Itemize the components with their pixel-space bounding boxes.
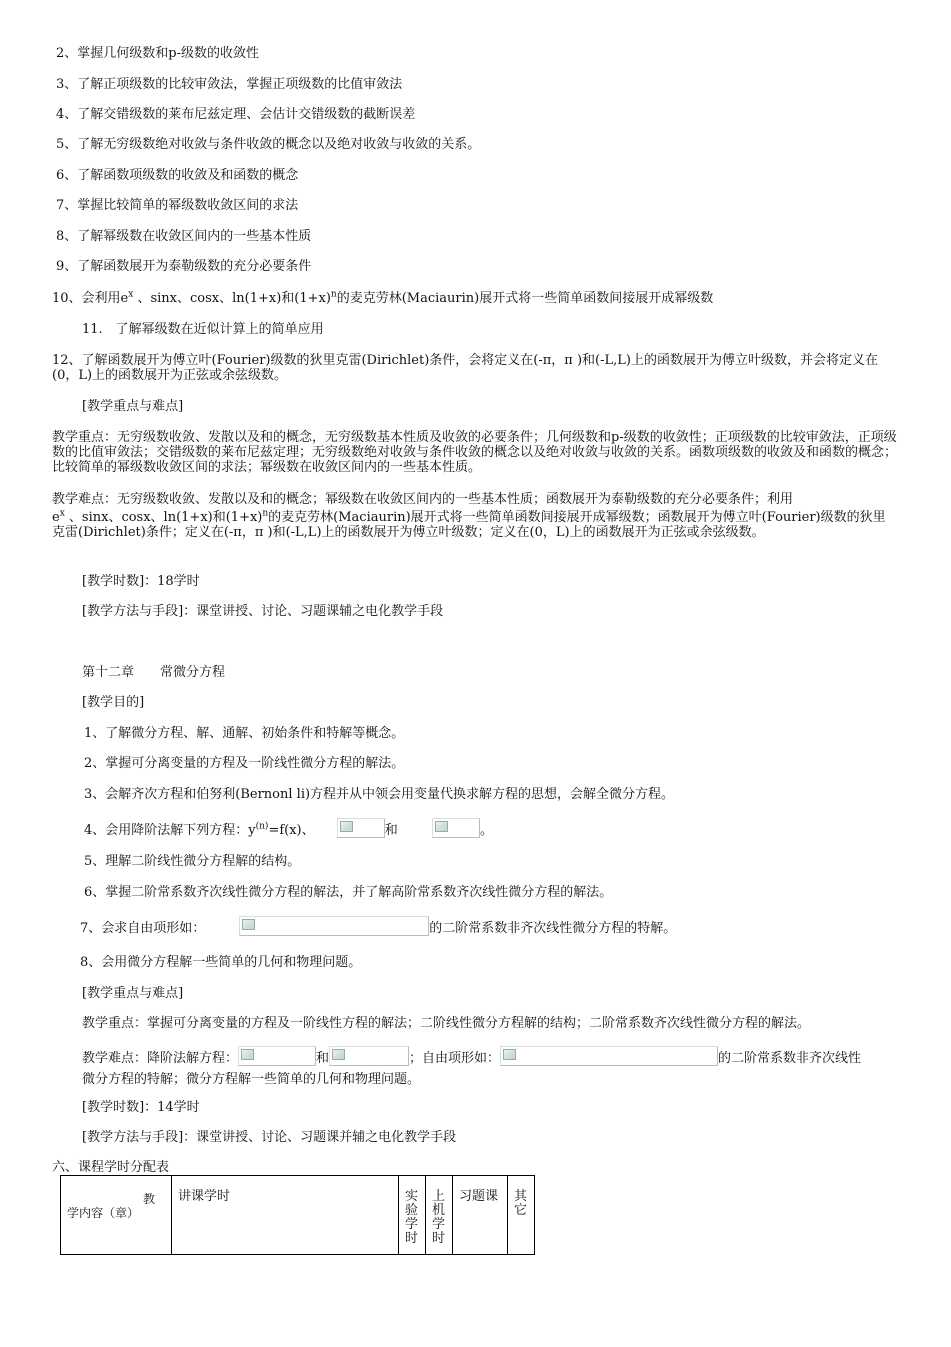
objective-item-12: 12、了解函数展开为傅立叶(Fourier)级数的狄里克雷(Dirichlet)条件，会将定义在(-π，π )和(-L,L)上的函数展开为傅立叶级数，并会将定义在(0，L)上的函数展开为正弦或余弦级数。 (52, 353, 878, 383)
key-points-paragraph: 教学重点：掌握可分离变量的方程及一阶线性方程的解法；二阶线性微分方程解的结构；二阶常系数齐次线性微分方程的解法。 (82, 1016, 811, 1031)
objective-item: 9、了解函数展开为泰勒级数的充分必要条件 (56, 259, 312, 274)
objective-item: 8、会用微分方程解一些简单的几何和物理问题。 (80, 955, 362, 970)
objective-item: 3、了解正项级数的比较审敛法，掌握正项级数的比值审敛法 (56, 77, 403, 92)
objective-item: 3、会解齐次方程和伯努利(Bernonl li)方程并从中领会用变量代换求解方程的思想，会解全微分方程。 (84, 787, 675, 802)
difficult-points-line2: $e^x$ 、sinx、cosx、ln(1+x)和$(1+x)^n$的麦克劳林(Maciaurin)展开式将一些简单函数间接展开成幂级数；函数展开为傅立叶(Fourier)级数的狄里克雷(Dirichlet)条件；定义在(-π，π )和(-L,L)上的函数展开为傅立叶级数；定义在(0，L)上的函数展开为正弦或余弦级数。 (52, 508, 886, 540)
formula-image-icon (337, 818, 385, 838)
formula-image-icon (432, 818, 480, 838)
key-points-paragraph: 教学重点：无穷级数收敛、发散以及和的概念，无穷级数基本性质及收敛的必要条件；几何级数和p-级数的收敛性；正项级数的比较审敛法，正项级数的比值审敛法；交错级数的莱布尼兹定理；无穷级数绝对收敛与条件收敛的概念以及绝对收敛与收敛的关系。函数项级数的收敛及和函数的概念；比较简单的幂级数收敛区间的求法；幂级数在收敛区间内的一些基本性质。 (52, 430, 898, 475)
difficult-points-line2: 微分方程的特解；微分方程解一些简单的几何和物理问题。 (82, 1072, 421, 1087)
difficult-points-line1: 教学难点：降阶法解方程： 和 ；自由项形如： 的二阶常系数非齐次线性 (82, 1046, 861, 1066)
header-cell-lab-hours: 实验学时 (399, 1176, 426, 1255)
header-cell-computer-hours: 上机学时 (426, 1176, 453, 1255)
objective-item-7: 7、会求自由项形如： 的二阶常系数非齐次线性微分方程的特解。 (80, 916, 676, 936)
objective-item: 1、了解微分方程、解、通解、初始条件和特解等概念。 (84, 726, 405, 741)
teaching-hours: [教学时数]：18学时 (82, 574, 200, 589)
formula-image-icon (239, 916, 429, 936)
objective-item: 2、掌握可分离变量的方程及一阶线性微分方程的解法。 (84, 756, 405, 771)
objective-item: 5、理解二阶线性微分方程解的结构。 (84, 854, 301, 869)
objective-item: 6、了解函数项级数的收敛及和函数的概念 (56, 168, 299, 183)
objective-item: 2、掌握几何级数和p-级数的收敛性 (56, 46, 259, 61)
objective-item-10: 10、会利用$e^x$ 、sinx、cosx、ln(1+x)和$(1+x)^n$的麦克劳林(Maciaurin)展开式将一些简单函数间接展开成幂级数 (52, 289, 714, 306)
formula-image-icon (500, 1046, 718, 1066)
table-header-row (61, 1176, 535, 1255)
section-heading: [教学目的] (82, 695, 145, 710)
section-heading: [教学重点与难点] (82, 986, 184, 1001)
objective-item-11: 11. 了解幂级数在近似计算上的简单应用 (82, 322, 324, 337)
header-cell-exercise: 习题课 (453, 1176, 508, 1255)
objective-item: 8、了解幂级数在收敛区间内的一些基本性质 (56, 229, 312, 244)
objective-item: 6、掌握二阶常系数齐次线性微分方程的解法，并了解高阶常系数齐次线性微分方程的解法。 (84, 885, 613, 900)
chapter-title: 第十二章 常微分方程 (82, 665, 226, 680)
formula-image-icon (238, 1046, 316, 1066)
header-cell-other: 其它 (508, 1176, 535, 1255)
teaching-methods: [教学方法与手段]：课堂讲授、讨论、习题课并辅之电化教学手段 (82, 1130, 457, 1145)
difficult-points-line1: 教学难点：无穷级数收敛、发散以及和的概念；幂级数在收敛区间内的一些基本性质；函数展开为泰勒级数的充分必要条件；利用 (52, 492, 794, 507)
hours-allocation-table (60, 1175, 535, 1255)
section-title: 六、课程学时分配表 (52, 1160, 170, 1175)
formula-image-icon (329, 1046, 409, 1066)
teaching-methods: [教学方法与手段]：课堂讲授、讨论、习题课辅之电化教学手段 (82, 604, 444, 619)
objective-item: 7、掌握比较简单的幂级数收敛区间的求法 (56, 198, 299, 213)
objective-item: 4、了解交错级数的莱布尼兹定理、会估计交错级数的截断误差 (56, 107, 416, 122)
objective-item: 5、了解无穷级数绝对收敛与条件收敛的概念以及绝对收敛与收敛的关系。 (56, 137, 481, 152)
header-cell-lecture-hours: 讲课学时 (172, 1176, 399, 1255)
section-heading: [教学重点与难点] (82, 399, 184, 414)
teaching-hours: [教学时数]：14学时 (82, 1100, 200, 1115)
header-cell-content: 教 学内容（章） (61, 1176, 172, 1255)
objective-item-4: 4、会用降阶法解下列方程：$y^{(n)}=f(x)$、 和 。 (84, 818, 493, 838)
